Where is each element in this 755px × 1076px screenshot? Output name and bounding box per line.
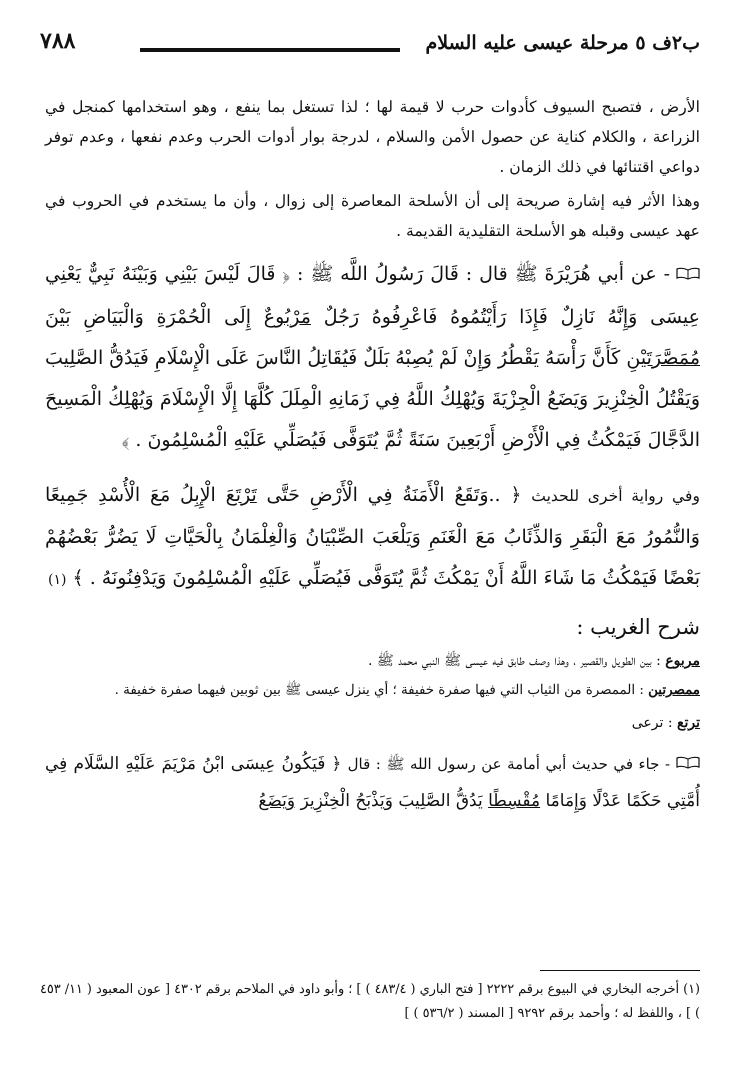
page-number: ٧٨٨ bbox=[40, 28, 76, 54]
hadith-1-text-a: ﴿ قَالَ لَيْسَ بَيْنِي وَبَيْنَهُ نَبِيٌّ يَعْنِي عِيسَى وَإِنَّهُ نَازِلٌ فَإِذَا رَأَيْتُمُوهُ فَاعْرِفُوهُ رَجُلٌ bbox=[45, 263, 700, 328]
open-book-icon bbox=[676, 256, 700, 297]
hadith-1 bbox=[45, 254, 700, 461]
glossary-definition: : بين الطويل والقصير ، وهذا وصف طابق فيه عيسى ﷺ النبي محمد ﷺ . bbox=[367, 653, 661, 669]
running-header bbox=[40, 28, 700, 72]
hadith-1-text-c: كَأَنَّ رَأْسَهُ يَقْطُرُ وَإِنْ لَمْ يُصِبْهُ بَلَلٌ فَيُقَاتِلُ النَّاسَ عَلَى الْإِسْلَامِ فَيَدُقُّ الصَّلِيبَ وَيَقْتُلُ الْخِنْزِيرَ وَيَضَعُ الْجِزْيَةَ وَيُهْلِكُ اللَّهُ فِي زَمَانِهِ الْمِلَلَ كُلَّهَا إِلَّا الْإِسْلَامَ وَيُهْلِكُ الْمَسِيحَ الدَّجَّالَ فَيَمْكُثُ فِي الْأَرْضِ أَرْبَعِينَ سَنَةً ثُمَّ يُتَوَفَّى فَيُصَلِّي عَلَيْهِ الْمُسْلِمُونَ . ﴾ bbox=[45, 347, 700, 451]
hadith-3-term-yada: وَيَضَعُ bbox=[258, 791, 296, 811]
header-rule bbox=[140, 48, 400, 52]
hadith-3-text-a: ﴿ فَيَكُونُ عِيسَى ابْنُ مَرْيَمَ عَلَيْهِ السَّلَام فِي أُمَّتِي حَكَمًا عَدْلًا وَإِمَامًا bbox=[45, 754, 700, 811]
glossary-heading: شرح الغريب : bbox=[576, 615, 700, 639]
chapter-title: ب٢ف ٥ مرحلة عيسى عليه السلام bbox=[425, 32, 700, 54]
hadith-2-text-a: ﴿ ..وَتَقَعُ الْأَمَنَةُ فِي الْأَرْضِ حَتَّى bbox=[266, 484, 522, 506]
hadith-1-term-mumassaratayn: مُمَصَّرَتَيْنِ bbox=[626, 347, 700, 369]
hadith-3-text-b: يَدُقُّ الصَّلِيبَ وَيَذْبَحُ الْخِنْزِيرَ bbox=[300, 791, 483, 811]
glossary-term: ممصرتين bbox=[648, 682, 700, 698]
hadith-3-intro: - جاء في حديث أبي أمامة عن رسول الله ﷺ : قال bbox=[347, 755, 671, 773]
hadith-2-text-b: الْإِبِلُ مَعَ الْأُسْدِ جَمِيعًا وَالنُّمُورُ مَعَ الْبَقَرِ وَالذِّئَابُ مَعَ الْغَنَمِ وَيَلْعَبَ الصِّبْيَانُ وَالْغِلْمَانُ بِالْحَيَّاتِ لَا يَضُرُّ بَعْضُهُمْ بَعْضًا فَيَمْكُثُ مَا شَاءَ اللَّهُ أَنْ يَمْكُثَ ثُمَّ يُتَوَفَّى فَيُصَلِّي عَلَيْهِ الْمُسْلِمُونَ وَيَدْفِنُونَهُ . ﴾ bbox=[45, 484, 700, 589]
glossary-item-2 bbox=[45, 678, 700, 703]
glossary-definition: : ترعى bbox=[631, 715, 673, 731]
hadith-2-term-tarta: تَرْتَعَ bbox=[225, 484, 257, 506]
paragraph-1: الأرض ، فتصبح السيوف كأدوات حرب لا قيمة لها ؛ لذا تستغل بما ينفع ، وهو استخدامها كمنجل في الزراعة ، والكلام كناية عن حصول الأمن والسلام ، لدرجة بوار أدوات الحرب وعدم نفعها ، وعدم توفر دواعي اقتنائها في ذلك الزمان . bbox=[45, 98, 700, 176]
hadith-3 bbox=[45, 746, 700, 819]
glossary-definition: : الممصرة من الثياب التي فيها صفرة خفيفة ؛ أي ينزل عيسى ﷺ بين ثوبين فيهما صفرة خفيفة . bbox=[114, 683, 644, 698]
footnote: (١) أخرجه البخاري في البيوع برقم ٢٢٢٢ [ فتح الباري ( ٤٨٣/٤ ) ] ؛ وأبو داود في الملاحم برقم ٤٣٠٢ [ عون المعبود ( ١١/ ٤٥٣ ) ] ، واللفظ له ؛ وأحمد برقم ٩٢٩٢ [ المسند ( ٥٣٦/٢ ) ] bbox=[40, 982, 700, 1021]
hadith-2 bbox=[45, 475, 700, 601]
glossary-item-3 bbox=[45, 711, 700, 736]
glossary-term: ترتع bbox=[677, 715, 700, 731]
paragraph-2: وهذا الأثر فيه إشارة صريحة إلى أن الأسلحة المعاصرة إلى زوال ، وأن ما يستخدم في الحروب في عهد عيسى وقبله هو الأسلحة التقليدية القديمة . bbox=[45, 192, 700, 240]
page-body bbox=[45, 92, 700, 819]
hadith-2-intro: وفي رواية أخرى للحديث bbox=[531, 487, 701, 505]
hadith-1-term-marbu: مَرْبُوعٌ bbox=[263, 306, 311, 328]
hadith-1-text-b: إِلَى الْحُمْرَةِ وَالْبَيَاضِ بَيْنَ bbox=[45, 306, 251, 328]
open-book-icon bbox=[676, 747, 700, 783]
footnote-rule bbox=[540, 970, 700, 971]
hadith-3-term-muqsit: مُقْسِطًا bbox=[488, 791, 541, 811]
hadith-1-intro: - عن أبي هُرَيْرَةَ ﷺ قال : قَالَ رَسُولُ اللَّه ﷺ : bbox=[297, 263, 670, 285]
footnote-ref: (١) bbox=[48, 572, 67, 588]
glossary-term: مربوع bbox=[665, 653, 700, 669]
glossary-item-1 bbox=[45, 649, 700, 674]
